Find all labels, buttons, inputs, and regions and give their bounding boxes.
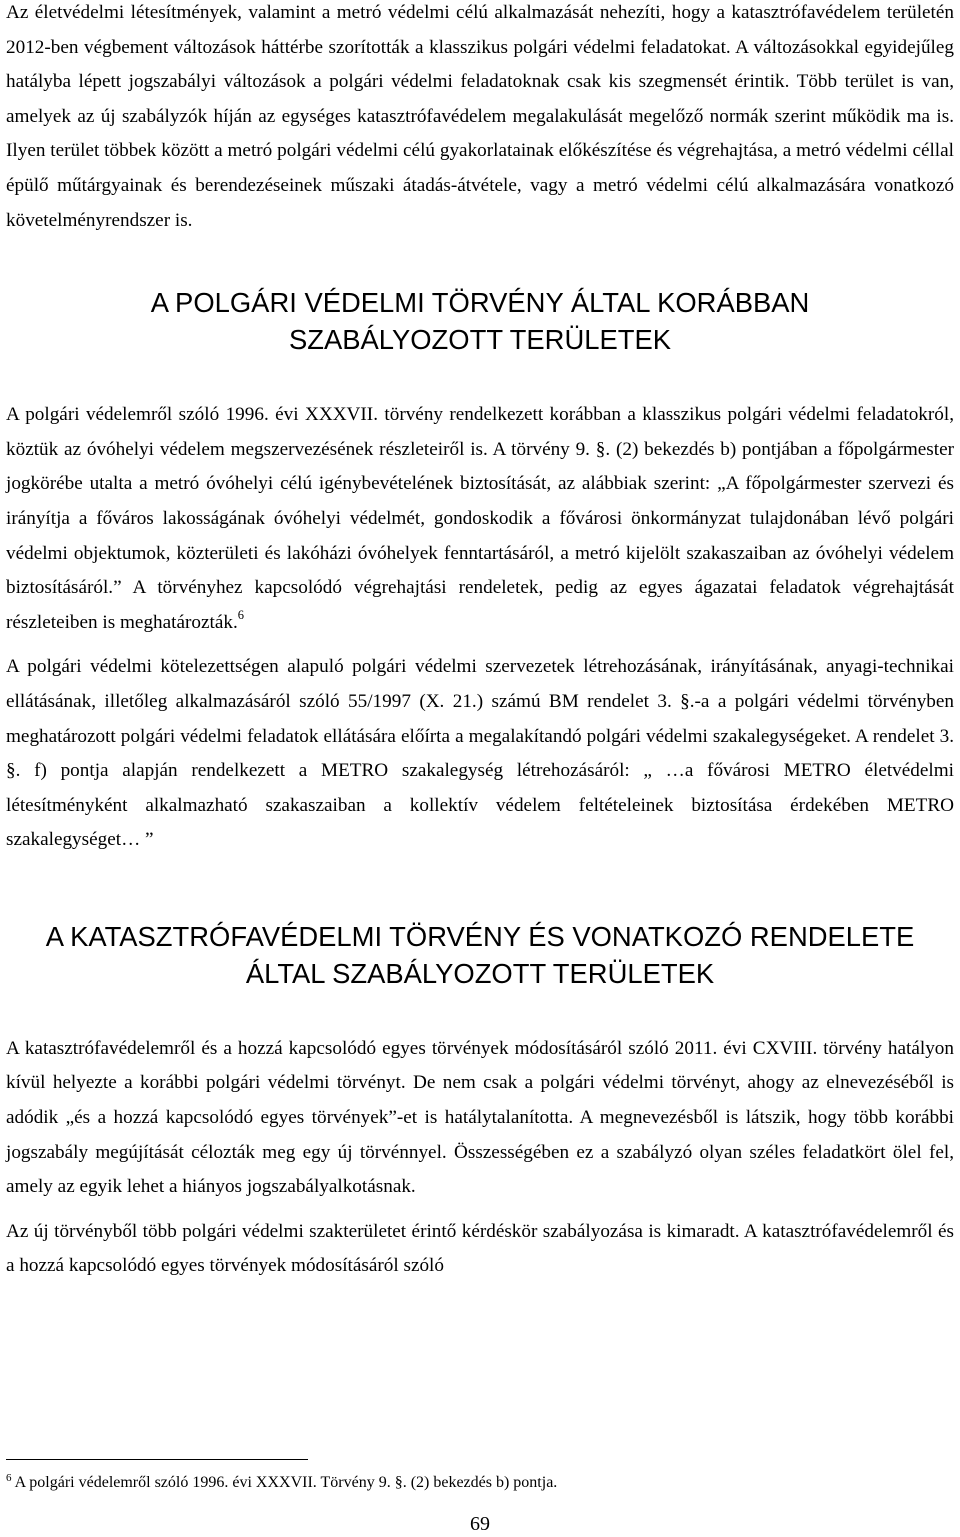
paragraph-disaster-law: A katasztrófavédelemről és a hozzá kapcsolódó egyes törvények módosításáról szóló 2011. évi CXVIII. törvény hatályon kívül helyezte a korábbi polgári védelmi törvényt. De nem csak a polgári védelmi törvényt, ahogy az elnevezéséből is adódik „és a hozzá kapcsolódó egyes törvények”-et is hatálytalanította. A megnevezésből is látszik, hogy több korábbi jogszabály megújítását célozták meg egy új törvénnyel. Összességében ez a szabályzó olyan széles feladatkört ölel fel, amely az egyik lehet a hiányos jogszabályalkotásnak. (6, 1037, 954, 1198)
page-body (6, 0, 954, 1284)
paragraph-civil-defence-law (6, 398, 954, 640)
section-heading-civil-defence-law (6, 284, 954, 358)
heading-line: A POLGÁRI VÉDELMI TÖRVÉNY ÁLTAL KORÁBBAN (150, 287, 810, 319)
footnote-reference[interactable]: 6 (237, 607, 244, 622)
section-heading-disaster-management-law (6, 918, 954, 992)
heading-line: SZABÁLYOZOTT TERÜLETEK (288, 324, 672, 356)
footnote-text: A polgári védelemről szóló 1996. évi XXXVII. Törvény 9. §. (2) bekezdés b) pontja. (11, 1474, 558, 1491)
paragraph-bm-decree: A polgári védelmi kötelezettségen alapuló polgári védelmi szervezetek létrehozásának, irányításának, anyagi-technikai ellátásának, illetőleg alkalmazásáról szóló 55/1997 (X. 21.) számú BM rendelet 3. §.-a a polgári védelmi törvényben meghatározott polgári védelmi feladatok ellátására előírta a megalakítandó polgári védelmi szakalegységeket. A rendelet 3. §. f) pontja alapján rendelkezett a METRO szakalegység létrehozásáról: „ …a fővárosi METRO életvédelmi létesítményként alkalmazható szakaszaiban a kollektív védelem feltételeinek biztosítása érdekében METRO szakalegységet… ” (6, 656, 954, 851)
footnote-separator (6, 1459, 308, 1460)
heading-line: A KATASZTRÓFAVÉDELMI TÖRVÉNY ÉS VONATKOZÓ RENDELETE (45, 920, 915, 952)
page-number: 69 (470, 1513, 490, 1535)
footnote-number: 6 (6, 1472, 12, 1484)
paragraph-text: A polgári védelemről szóló 1996. évi XXXVII. törvény rendelkezett korábban a klasszikus polgári védelmi feladatokról, köztük az óvóhelyi védelem megszervezésének részleteiről is. A törvény 9. §. (2) bekezdés b) pontjában a főpolgármester jogkörébe utalta a metró óvóhelyi célú igénybevételének biztosítását, az alábbiak szerint: „A főpolgármester szervezi és irányítja a főváros lakosságának óvóhelyi védelmét, gondoskodik a fővárosi önkormányzat tulajdonában lévő polgári védelmi objektumok, közterületi és lakóházi óvóhelyek fenntartásáról, a metró kijelölt szakaszaiban az óvóhelyi védelem biztosításáról.” A törvényhez kapcsolódó végrehajtási rendeletek, pedig az egyes ágazatai feladatok végrehajtását részleteiben is meghatározták. (6, 404, 954, 633)
heading-line: ÁLTAL SZABÁLYOZOTT TERÜLETEK (245, 957, 715, 989)
paragraph-new-law: Az új törvényből több polgári védelmi szakterületet érintő kérdéskör szabályozása is kimaradt. A katasztrófavédelemről és a hozzá kapcsolódó egyes törvények módosításáról szóló (6, 1220, 954, 1277)
paragraph-intro: Az életvédelmi létesítmények, valamint a metró védelmi célú alkalmazását nehezíti, hogy a katasztrófavédelem területén 2012-ben végbement változások háttérbe szorították a klasszikus polgári védelmi feladatokat. A változásokkal egyidejűleg hatályba lépett jogszabályi változások a polgári védelmi feladatoknak csak kis szegmensét érintik. Több terület is van, amelyek az új szabályzók híján az egységes katasztrófavédelem megalakulását megelőző normák szerint működik ma is. Ilyen terület többek között a metró polgári védelmi célú gyakorlatainak előkészítése és végrehajtása, a metró védelmi céllal épülő műtárgyainak és berendezéseinek műszaki átadás-átvétele, vagy a metró védelmi célú alkalmazására vonatkozó követelményrendszer is. (6, 2, 954, 231)
footnote (6, 1470, 946, 1496)
